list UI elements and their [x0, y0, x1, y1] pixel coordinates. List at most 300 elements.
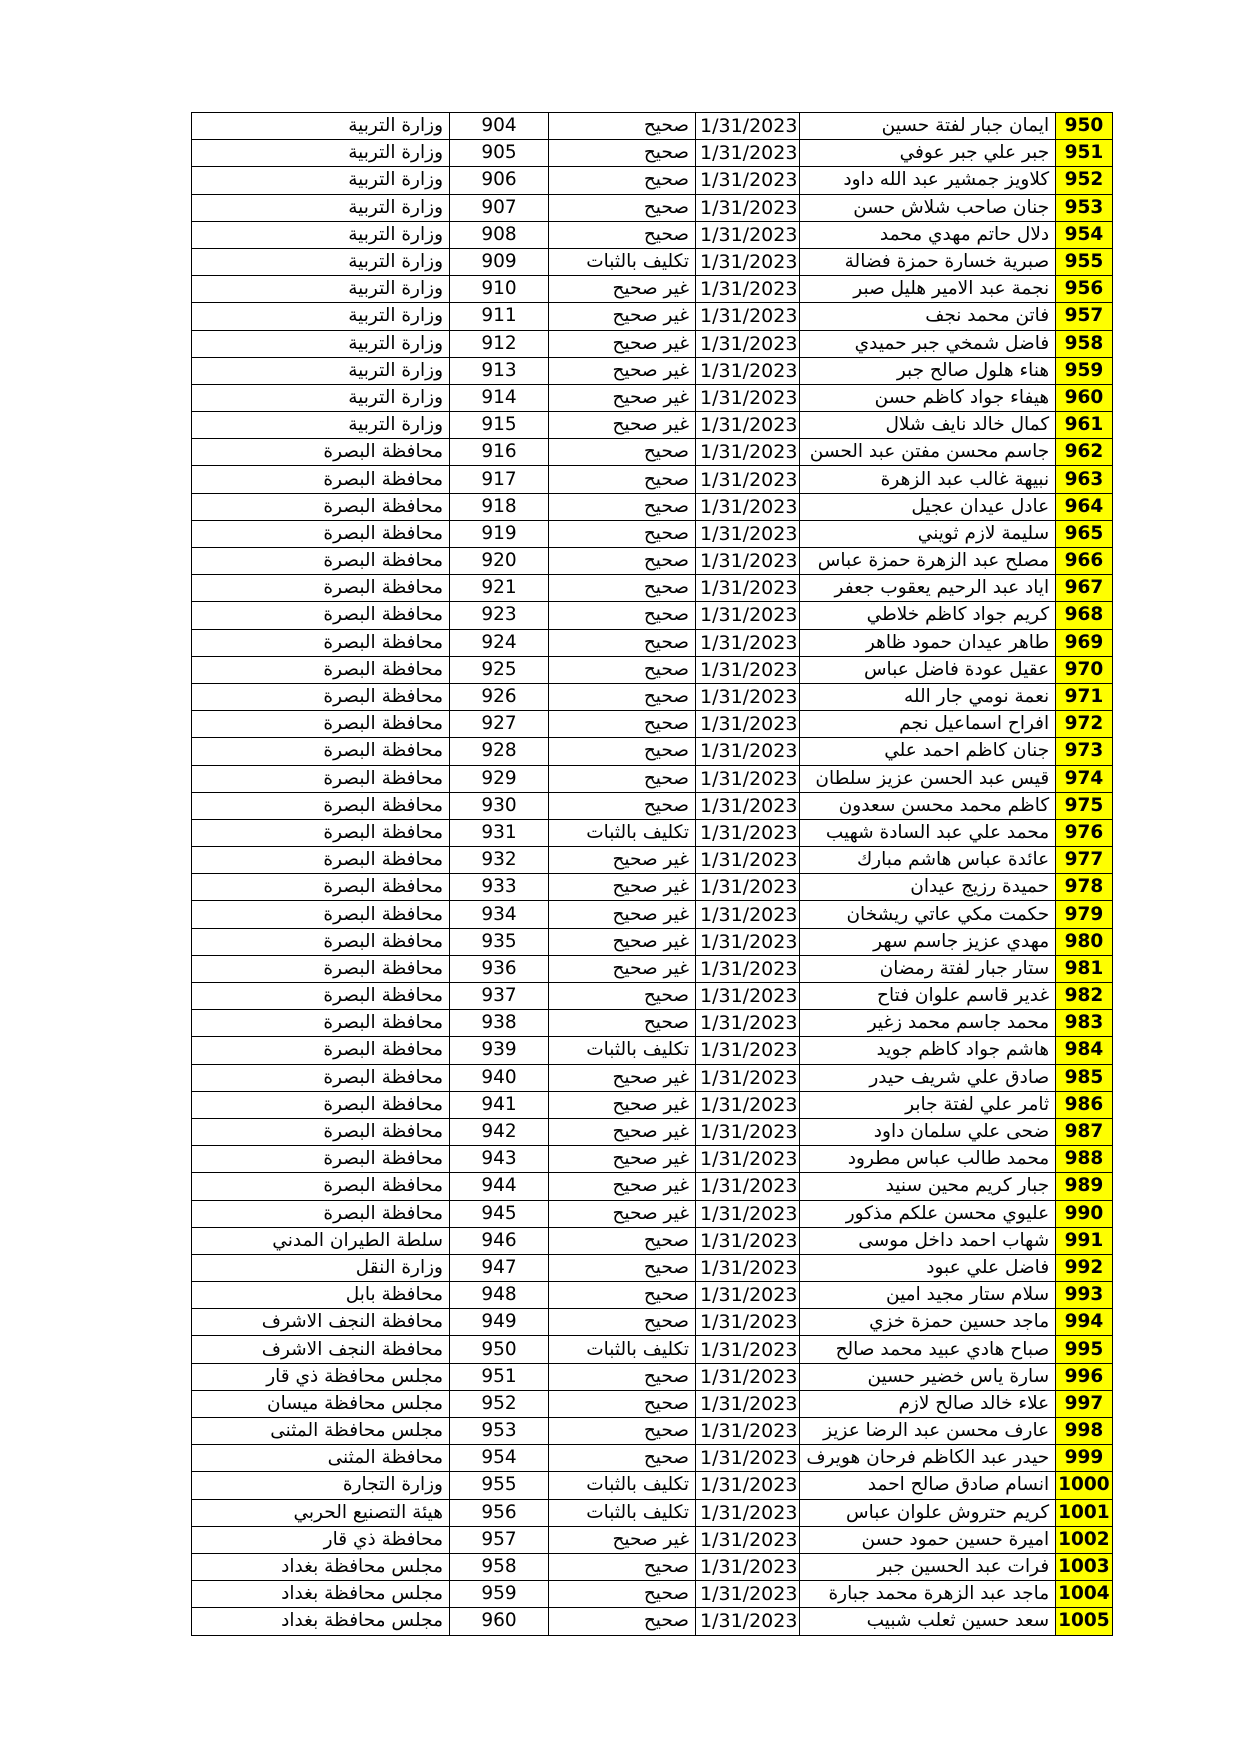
department-cell: وزارة التربية [192, 221, 450, 248]
department-cell: وزارة النقل [192, 1254, 450, 1281]
table-row [192, 765, 1113, 792]
date-cell: 1/31/2023 [696, 194, 800, 221]
table-row [192, 1037, 1113, 1064]
department-cell: محافظة البصرة [192, 847, 450, 874]
date-cell: 1/31/2023 [696, 330, 800, 357]
department-cell: محافظة البصرة [192, 955, 450, 982]
department-cell: وزارة التربية [192, 357, 450, 384]
status-cell: غير صحيح [549, 928, 696, 955]
table-row [192, 656, 1113, 683]
row-sequence-number: 953 [1056, 194, 1113, 221]
department-cell: محافظة المثنى [192, 1445, 450, 1472]
row-sequence-number: 981 [1056, 955, 1113, 982]
row-sequence-number: 977 [1056, 847, 1113, 874]
employee-name: قيس عبد الحسن عزيز سلطان [800, 765, 1056, 792]
department-cell: محافظة البصرة [192, 1010, 450, 1037]
employee-name: فاضل علي عبود [800, 1254, 1056, 1281]
department-cell: محافظة البصرة [192, 792, 450, 819]
row-sequence-number: 978 [1056, 874, 1113, 901]
status-cell: صحيح [549, 629, 696, 656]
record-number: 935 [450, 928, 549, 955]
table-row [192, 1282, 1113, 1309]
row-sequence-number: 955 [1056, 248, 1113, 275]
employee-name: محمد جاسم محمد زغير [800, 1010, 1056, 1037]
department-cell: محافظة البصرة [192, 738, 450, 765]
row-sequence-number: 960 [1056, 384, 1113, 411]
employee-name: نبيهة غالب عبد الزهرة [800, 466, 1056, 493]
date-cell: 1/31/2023 [696, 1608, 800, 1635]
table-body [192, 113, 1113, 1636]
employee-name: نعمة نومي جار الله [800, 683, 1056, 710]
employee-name: كريم حتروش علوان عباس [800, 1499, 1056, 1526]
date-cell: 1/31/2023 [696, 1146, 800, 1173]
date-cell: 1/31/2023 [696, 1037, 800, 1064]
results-table [191, 112, 1113, 1636]
employee-name: علاء خالد صالح لازم [800, 1390, 1056, 1417]
employee-name: حميدة رزيج عيدان [800, 874, 1056, 901]
record-number: 956 [450, 1499, 549, 1526]
record-number: 955 [450, 1472, 549, 1499]
date-cell: 1/31/2023 [696, 248, 800, 275]
row-sequence-number: 1000 [1056, 1472, 1113, 1499]
record-number: 911 [450, 303, 549, 330]
record-number: 920 [450, 548, 549, 575]
employee-name: ماجد عبد الزهرة محمد جبارة [800, 1581, 1056, 1608]
date-cell: 1/31/2023 [696, 738, 800, 765]
date-cell: 1/31/2023 [696, 357, 800, 384]
row-sequence-number: 985 [1056, 1064, 1113, 1091]
table-row [192, 1091, 1113, 1118]
employee-name: حيدر عبد الكاظم فرحان هويرف [800, 1445, 1056, 1472]
table-row [192, 1445, 1113, 1472]
date-cell: 1/31/2023 [696, 1553, 800, 1580]
row-sequence-number: 998 [1056, 1418, 1113, 1445]
employee-name: اميرة حسين حمود حسن [800, 1526, 1056, 1553]
department-cell: وزارة التربية [192, 140, 450, 167]
record-number: 948 [450, 1282, 549, 1309]
employee-name: صادق علي شريف حيدر [800, 1064, 1056, 1091]
record-number: 941 [450, 1091, 549, 1118]
date-cell: 1/31/2023 [696, 520, 800, 547]
department-cell: محافظة البصرة [192, 548, 450, 575]
date-cell: 1/31/2023 [696, 901, 800, 928]
record-number: 925 [450, 656, 549, 683]
table-row [192, 248, 1113, 275]
row-sequence-number: 976 [1056, 819, 1113, 846]
row-sequence-number: 996 [1056, 1363, 1113, 1390]
date-cell: 1/31/2023 [696, 412, 800, 439]
department-cell: وزارة التربية [192, 412, 450, 439]
table-row [192, 303, 1113, 330]
date-cell: 1/31/2023 [696, 221, 800, 248]
department-cell: محافظة البصرة [192, 439, 450, 466]
employee-name: كريم جواد كاظم خلاطي [800, 602, 1056, 629]
employee-name: كاظم محمد محسن سعدون [800, 792, 1056, 819]
department-cell: هيئة التصنيع الحربي [192, 1499, 450, 1526]
table-row [192, 548, 1113, 575]
record-number: 926 [450, 683, 549, 710]
record-number: 950 [450, 1336, 549, 1363]
row-sequence-number: 1005 [1056, 1608, 1113, 1635]
employee-name: شهاب احمد داخل موسى [800, 1227, 1056, 1254]
employee-name: اياد عبد الرحيم يعقوب جعفر [800, 575, 1056, 602]
table-row [192, 167, 1113, 194]
record-number: 923 [450, 602, 549, 629]
record-number: 932 [450, 847, 549, 874]
row-sequence-number: 991 [1056, 1227, 1113, 1254]
status-cell: غير صحيح [549, 847, 696, 874]
employee-name: ماجد حسين حمزة خزي [800, 1309, 1056, 1336]
employee-name: عليوي محسن علكم مذكور [800, 1200, 1056, 1227]
row-sequence-number: 966 [1056, 548, 1113, 575]
department-cell: محافظة البصرة [192, 575, 450, 602]
row-sequence-number: 994 [1056, 1309, 1113, 1336]
row-sequence-number: 984 [1056, 1037, 1113, 1064]
employee-name: سليمة لازم ثويني [800, 520, 1056, 547]
record-number: 939 [450, 1037, 549, 1064]
employee-name: نجمة عبد الامير هليل صبر [800, 276, 1056, 303]
status-cell: غير صحيح [549, 412, 696, 439]
date-cell: 1/31/2023 [696, 167, 800, 194]
status-cell: صحيح [549, 983, 696, 1010]
table-row [192, 412, 1113, 439]
row-sequence-number: 999 [1056, 1445, 1113, 1472]
status-cell: غير صحيح [549, 357, 696, 384]
employee-name: سلام ستار مجيد امين [800, 1282, 1056, 1309]
record-number: 934 [450, 901, 549, 928]
row-sequence-number: 970 [1056, 656, 1113, 683]
table-row [192, 983, 1113, 1010]
department-cell: مجلس محافظة بغداد [192, 1581, 450, 1608]
row-sequence-number: 973 [1056, 738, 1113, 765]
employee-name: محمد طالب عباس مطرود [800, 1146, 1056, 1173]
status-cell: صحيح [549, 1309, 696, 1336]
status-cell: غير صحيح [549, 901, 696, 928]
row-sequence-number: 980 [1056, 928, 1113, 955]
status-cell: صحيح [549, 520, 696, 547]
table-row [192, 575, 1113, 602]
date-cell: 1/31/2023 [696, 439, 800, 466]
record-number: 913 [450, 357, 549, 384]
employee-name: دلال حاتم مهدي محمد [800, 221, 1056, 248]
employee-name: مصلح عبد الزهرة حمزة عباس [800, 548, 1056, 575]
status-cell: صحيح [549, 167, 696, 194]
status-cell: صحيح [549, 711, 696, 738]
department-cell: مجلس محافظة المثنى [192, 1418, 450, 1445]
employee-name: عائدة عباس هاشم مبارك [800, 847, 1056, 874]
table-row [192, 276, 1113, 303]
department-cell: وزارة التربية [192, 248, 450, 275]
status-cell: صحيح [549, 1445, 696, 1472]
status-cell: غير صحيح [549, 1091, 696, 1118]
table-row [192, 1064, 1113, 1091]
date-cell: 1/31/2023 [696, 792, 800, 819]
table-row [192, 1254, 1113, 1281]
date-cell: 1/31/2023 [696, 113, 800, 140]
record-number: 933 [450, 874, 549, 901]
row-sequence-number: 986 [1056, 1091, 1113, 1118]
table-row [192, 629, 1113, 656]
table-row [192, 384, 1113, 411]
status-cell: صحيح [549, 683, 696, 710]
status-cell: صحيح [549, 1418, 696, 1445]
status-cell: غير صحيح [549, 1200, 696, 1227]
table-row [192, 1418, 1113, 1445]
status-cell: صحيح [549, 493, 696, 520]
row-sequence-number: 990 [1056, 1200, 1113, 1227]
employee-name: محمد علي عبد السادة شهيب [800, 819, 1056, 846]
record-number: 914 [450, 384, 549, 411]
date-cell: 1/31/2023 [696, 1526, 800, 1553]
employee-name: افراح اسماعيل نجم [800, 711, 1056, 738]
status-cell: تكليف بالثبات [549, 1472, 696, 1499]
table-row [192, 1472, 1113, 1499]
table-row [192, 1336, 1113, 1363]
date-cell: 1/31/2023 [696, 874, 800, 901]
department-cell: مجلس محافظة بغداد [192, 1553, 450, 1580]
table-row [192, 194, 1113, 221]
date-cell: 1/31/2023 [696, 955, 800, 982]
status-cell: صحيح [549, 1254, 696, 1281]
status-cell: غير صحيح [549, 1064, 696, 1091]
table-row [192, 874, 1113, 901]
row-sequence-number: 962 [1056, 439, 1113, 466]
employee-name: فاتن محمد نجف [800, 303, 1056, 330]
department-cell: مجلس محافظة بغداد [192, 1608, 450, 1635]
employee-name: حكمت مكي عاتي ريشخان [800, 901, 1056, 928]
department-cell: محافظة البصرة [192, 874, 450, 901]
date-cell: 1/31/2023 [696, 575, 800, 602]
department-cell: محافظة البصرة [192, 711, 450, 738]
department-cell: محافظة البصرة [192, 1091, 450, 1118]
table-row [192, 1146, 1113, 1173]
record-number: 928 [450, 738, 549, 765]
row-sequence-number: 1003 [1056, 1553, 1113, 1580]
table-row [192, 1200, 1113, 1227]
date-cell: 1/31/2023 [696, 711, 800, 738]
status-cell: غير صحيح [549, 330, 696, 357]
date-cell: 1/31/2023 [696, 303, 800, 330]
date-cell: 1/31/2023 [696, 1091, 800, 1118]
department-cell: محافظة البصرة [192, 1037, 450, 1064]
employee-name: جنان كاظم احمد علي [800, 738, 1056, 765]
department-cell: وزارة التربية [192, 113, 450, 140]
employee-name: صباح هادي عبيد محمد صالح [800, 1336, 1056, 1363]
table-row [192, 1553, 1113, 1580]
department-cell: مجلس محافظة ميسان [192, 1390, 450, 1417]
date-cell: 1/31/2023 [696, 276, 800, 303]
row-sequence-number: 988 [1056, 1146, 1113, 1173]
status-cell: غير صحيح [549, 1146, 696, 1173]
table-row [192, 602, 1113, 629]
department-cell: محافظة البصرة [192, 928, 450, 955]
employee-name: ايمان جبار لفتة حسين [800, 113, 1056, 140]
status-cell: تكليف بالثبات [549, 248, 696, 275]
record-number: 942 [450, 1118, 549, 1145]
department-cell: محافظة البصرة [192, 983, 450, 1010]
row-sequence-number: 969 [1056, 629, 1113, 656]
date-cell: 1/31/2023 [696, 602, 800, 629]
department-cell: سلطة الطيران المدني [192, 1227, 450, 1254]
date-cell: 1/31/2023 [696, 1418, 800, 1445]
status-cell: غير صحيح [549, 955, 696, 982]
row-sequence-number: 950 [1056, 113, 1113, 140]
status-cell: غير صحيح [549, 1526, 696, 1553]
status-cell: صحيح [549, 1553, 696, 1580]
record-number: 912 [450, 330, 549, 357]
table-row [192, 683, 1113, 710]
department-cell: محافظة النجف الاشرف [192, 1309, 450, 1336]
employee-name: هيفاء جواد كاظم حسن [800, 384, 1056, 411]
record-number: 937 [450, 983, 549, 1010]
row-sequence-number: 1001 [1056, 1499, 1113, 1526]
status-cell: صحيح [549, 575, 696, 602]
record-number: 919 [450, 520, 549, 547]
date-cell: 1/31/2023 [696, 1390, 800, 1417]
record-number: 952 [450, 1390, 549, 1417]
row-sequence-number: 963 [1056, 466, 1113, 493]
row-sequence-number: 957 [1056, 303, 1113, 330]
department-cell: محافظة البصرة [192, 683, 450, 710]
record-number: 931 [450, 819, 549, 846]
department-cell: محافظة البصرة [192, 1146, 450, 1173]
record-number: 908 [450, 221, 549, 248]
record-number: 917 [450, 466, 549, 493]
department-cell: وزارة التربية [192, 384, 450, 411]
status-cell: تكليف بالثبات [549, 1336, 696, 1363]
department-cell: محافظة البصرة [192, 602, 450, 629]
employee-name: كلاويز جمشير عبد الله داود [800, 167, 1056, 194]
record-number: 949 [450, 1309, 549, 1336]
table-row [192, 955, 1113, 982]
employee-name: ستار جبار لفتة رمضان [800, 955, 1056, 982]
department-cell: وزارة التربية [192, 167, 450, 194]
date-cell: 1/31/2023 [696, 1254, 800, 1281]
table-row [192, 330, 1113, 357]
date-cell: 1/31/2023 [696, 1472, 800, 1499]
department-cell: محافظة البصرة [192, 901, 450, 928]
date-cell: 1/31/2023 [696, 1064, 800, 1091]
date-cell: 1/31/2023 [696, 548, 800, 575]
table-row [192, 493, 1113, 520]
record-number: 943 [450, 1146, 549, 1173]
department-cell: وزارة التربية [192, 276, 450, 303]
row-sequence-number: 954 [1056, 221, 1113, 248]
table-row [192, 1499, 1113, 1526]
employee-name: مهدي عزيز جاسم سهر [800, 928, 1056, 955]
row-sequence-number: 1004 [1056, 1581, 1113, 1608]
department-cell: وزارة التربية [192, 303, 450, 330]
status-cell: صحيح [549, 792, 696, 819]
row-sequence-number: 972 [1056, 711, 1113, 738]
record-number: 957 [450, 1526, 549, 1553]
row-sequence-number: 958 [1056, 330, 1113, 357]
date-cell: 1/31/2023 [696, 656, 800, 683]
record-number: 905 [450, 140, 549, 167]
date-cell: 1/31/2023 [696, 819, 800, 846]
department-cell: محافظة البصرة [192, 629, 450, 656]
record-number: 953 [450, 1418, 549, 1445]
status-cell: صحيح [549, 221, 696, 248]
table-row [192, 1309, 1113, 1336]
row-sequence-number: 952 [1056, 167, 1113, 194]
department-cell: محافظة البصرة [192, 1064, 450, 1091]
table-row [192, 520, 1113, 547]
employee-name: هاشم جواد كاظم جويد [800, 1037, 1056, 1064]
table-row [192, 466, 1113, 493]
row-sequence-number: 1002 [1056, 1526, 1113, 1553]
status-cell: غير صحيح [549, 1173, 696, 1200]
table-row [192, 847, 1113, 874]
department-cell: محافظة بابل [192, 1282, 450, 1309]
record-number: 927 [450, 711, 549, 738]
employee-name: سعد حسين ثعلب شبيب [800, 1608, 1056, 1635]
status-cell: صحيح [549, 1363, 696, 1390]
status-cell: صحيح [549, 1581, 696, 1608]
date-cell: 1/31/2023 [696, 466, 800, 493]
department-cell: محافظة ذي قار [192, 1526, 450, 1553]
status-cell: صحيح [549, 765, 696, 792]
employee-name: فاضل شمخي جبر حميدي [800, 330, 1056, 357]
status-cell: صحيح [549, 1390, 696, 1417]
record-number: 915 [450, 412, 549, 439]
employee-name: صبرية خسارة حمزة فضالة [800, 248, 1056, 275]
row-sequence-number: 968 [1056, 602, 1113, 629]
row-sequence-number: 965 [1056, 520, 1113, 547]
table-row [192, 140, 1113, 167]
row-sequence-number: 974 [1056, 765, 1113, 792]
table-row [192, 738, 1113, 765]
date-cell: 1/31/2023 [696, 140, 800, 167]
row-sequence-number: 971 [1056, 683, 1113, 710]
record-number: 945 [450, 1200, 549, 1227]
row-sequence-number: 997 [1056, 1390, 1113, 1417]
date-cell: 1/31/2023 [696, 928, 800, 955]
employee-name: جنان صاحب شلاش حسن [800, 194, 1056, 221]
row-sequence-number: 983 [1056, 1010, 1113, 1037]
employee-name: سارة ياس خضير حسين [800, 1363, 1056, 1390]
row-sequence-number: 982 [1056, 983, 1113, 1010]
date-cell: 1/31/2023 [696, 1445, 800, 1472]
record-number: 944 [450, 1173, 549, 1200]
table-row [192, 1227, 1113, 1254]
status-cell: صحيح [549, 602, 696, 629]
date-cell: 1/31/2023 [696, 629, 800, 656]
row-sequence-number: 964 [1056, 493, 1113, 520]
department-cell: وزارة التجارة [192, 1472, 450, 1499]
table-row [192, 1608, 1113, 1635]
status-cell: غير صحيح [549, 276, 696, 303]
status-cell: صحيح [549, 656, 696, 683]
status-cell: غير صحيح [549, 384, 696, 411]
table-row [192, 1526, 1113, 1553]
department-cell: محافظة البصرة [192, 1200, 450, 1227]
status-cell: تكليف بالثبات [549, 819, 696, 846]
row-sequence-number: 995 [1056, 1336, 1113, 1363]
employee-name: جاسم محسن مفتن عبد الحسن [800, 439, 1056, 466]
record-number: 907 [450, 194, 549, 221]
row-sequence-number: 979 [1056, 901, 1113, 928]
status-cell: غير صحيح [549, 874, 696, 901]
status-cell: صحيح [549, 194, 696, 221]
department-cell: مجلس محافظة ذي قار [192, 1363, 450, 1390]
table-row [192, 1173, 1113, 1200]
date-cell: 1/31/2023 [696, 1173, 800, 1200]
record-number: 951 [450, 1363, 549, 1390]
date-cell: 1/31/2023 [696, 765, 800, 792]
department-cell: وزارة التربية [192, 330, 450, 357]
employee-name: عقيل عودة فاضل عباس [800, 656, 1056, 683]
